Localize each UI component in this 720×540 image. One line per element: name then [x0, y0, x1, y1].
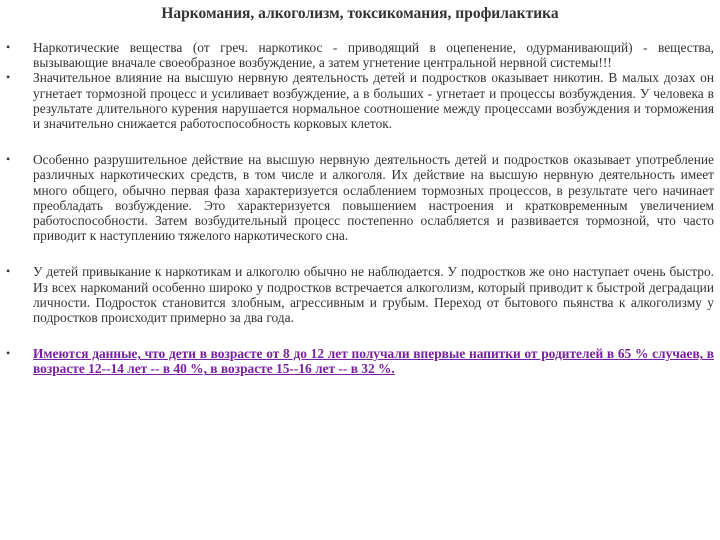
bullet-item-nicotine	[6, 70, 714, 131]
statistics-link[interactable]: Имеются данные, что дети в возрасте от 8 до 12 лет получали впервые напитки от родителей в 65 % случаев, в возрасте 12--14 лет -- в 40 %, в возрасте 15--16 лет -- в 32 %.	[33, 346, 714, 377]
bullet-marker: •	[6, 40, 11, 54]
bullet-text: Наркотические вещества (от греч. наркотикос - приводящий в оцепенение, одурманивающий) - вещества, вызывающие вначале своеобразное возбуждение, а затем угнетение центральной нервной системы!!!	[33, 40, 714, 71]
bullet-text: Особенно разрушительное действие на высшую нервную деятельность детей и подростков оказывает употребление различных наркотических средств, в том числе и алкоголя. Их действие на высшую нервную деятельность имеет много общего, обычно первая фаза характеризуется ослаблением тормозных процессов, в результате чего начинает преобладать возбуждение. Это характеризуется повышением настроения и кратковременным увеличением работоспособности. Затем возбудительный процесс постепенно ослабляется и развивается тормозной, что часто приводит к наступлению тяжелого наркотического сна.	[33, 152, 714, 244]
bullet-marker: •	[6, 70, 11, 85]
bullet-item-statistics[interactable]	[6, 346, 714, 376]
bullet-text: Значительное влияние на высшую нервную деятельность детей и подростков оказывает никотин. В малых дозах он угнетает тормозной процесс и усиливает возбуждение, а в больших - угнетает и процессы возбуждения. У человека в результате длительного курения нарушается нормальное соотношение между процессами возбуждения и торможения и значительно снижается работоспособность корковых клеток.	[33, 70, 714, 132]
page-title: Наркомания, алкоголизм, токсикомания, профилактика	[161, 5, 559, 22]
bullet-marker: •	[6, 152, 11, 167]
bullet-marker: •	[6, 264, 11, 279]
bullet-item-narcotics-effect	[6, 152, 714, 243]
bullet-marker: •	[6, 346, 11, 361]
bullet-item-teen-addiction	[6, 264, 714, 325]
bullet-list	[6, 40, 714, 377]
bullet-text: У детей привыкание к наркотикам и алкоголю обычно не наблюдается. У подростков же оно наступает очень быстро. Из всех наркоманий особенно широко у подростков встречается алкоголизм, который приводит к быстрой деградации личности. Подросток становится злобным, агрессивным и грубым. Переход от бытового пьянства к алкоголизму у подростков происходит примерно за два года.	[33, 264, 714, 326]
bullet-item-definition	[6, 40, 714, 70]
